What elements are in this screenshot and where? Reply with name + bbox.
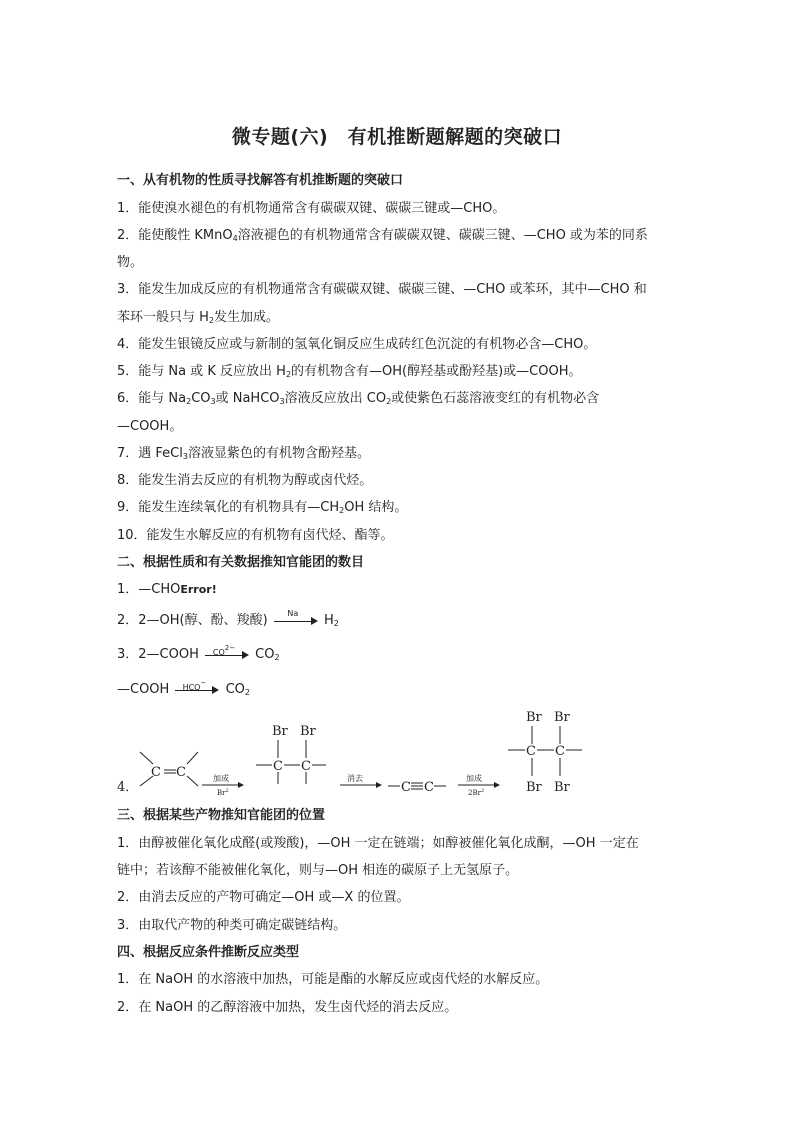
s1-line-2a: 2．能使酸性 KMnO$_4$溶液褪色的有机物通常含有碳碳双键、碳碳三键、—CHO 或为苯的同系 [117,228,648,243]
s1-line-10: 10．能发生水解反应的有机物有卤代烃、酯等。 [117,528,394,543]
svg-text:C: C [424,780,434,795]
svg-text:Br: Br [554,710,570,725]
page-title: 微专题(六) 有机推断题解题的突破口 [231,126,563,148]
svg-text:Br: Br [272,724,288,739]
s1-line-1: 1．能使溴水褪色的有机物通常含有碳碳双键、碳碳三键或—CHO。 [117,201,506,216]
s1-line-6b: —COOH。 [117,419,183,434]
svg-text:C: C [151,765,161,780]
svg-text:C: C [401,780,411,795]
svg-text:Br2: Br$^2$ [217,788,229,797]
s1-line-5: 5．能与 Na 或 K 反应放出 $H_2$的有机物含有—OH(醇羟基或酚羟基)或—COOH。 [117,364,582,379]
s3-line-1a: 1．由醇被催化氧化成醛(或羧酸)，—OH 一定在链端；如醇被催化氧化成酮，—OH 一定在 [117,836,639,851]
s4-line-2: 2．在 NaOH 的乙醇溶液中加热，发生卤代烃的消去反应。 [117,1000,458,1015]
svg-text:加成: 加成 [466,774,482,783]
reaction-arrow: Na [274,614,318,628]
s1-line-2b: 物。 [117,255,144,270]
s1-line-4: 4．能发生银镜反应或与新制的氢氧化铜反应生成砖红色沉淀的有机物必含—CHO。 [117,337,597,352]
section-heading-1: 一、从有机物的性质寻找解答有机推断题的突破口 [117,173,404,188]
reaction-arrow: CO2− [205,648,249,662]
s3-line-1b: 链中；若该醇不能被催化氧化，则与—OH 相连的碳原子上无氢原子。 [117,863,519,878]
svg-text:Br: Br [300,724,316,739]
error-text: Error! [180,583,217,596]
svg-text:2Br2: 2Br$^2$ [468,788,485,797]
s1-line-3b: 苯环一般只与 $H_2$发生加成。 [117,310,280,325]
svg-text:Br: Br [526,710,542,725]
s3-line-3: 3．由取代产物的种类可确定碳链结构。 [117,918,347,933]
s1-line-3a: 3．能发生加成反应的有机物通常含有碳碳双键、碳碳三键、—CHO 或苯环，其中—CHO 和 [117,282,647,297]
section-heading-2: 二、根据性质和有关数据推知官能团的数目 [117,555,365,570]
reaction-scheme [110,700,610,805]
svg-text:C: C [176,765,186,780]
svg-text:消去: 消去 [347,774,363,783]
svg-text:加成: 加成 [213,774,229,783]
svg-text:C: C [273,759,283,774]
svg-text:Br: Br [554,780,570,795]
section-heading-4: 四、根据反应条件推断反应类型 [117,945,300,960]
svg-text:C: C [555,744,565,759]
s1-line-7: 7．遇 FeCl$_3$溶液显紫色的有机物含酚羟基。 [117,446,370,461]
s2-line-3: 3．2—COOH CO2− $CO_2$ [117,643,280,662]
s3-line-2: 2．由消去反应的产物可确定—OH 或—X 的位置。 [117,890,410,905]
svg-text:C: C [301,759,311,774]
reaction-arrow: HCO− [175,683,219,697]
s2-line-4: —COOH HCO− $CO_2$ [117,678,251,697]
s2-line-2: 2．2—OH(醇、酚、羧酸) Na $H_2$ [117,608,339,628]
svg-text:C: C [526,744,536,759]
s1-line-8: 8．能发生消去反应的有机物为醇或卤代烃。 [117,473,373,488]
scheme-number: 4． [117,780,139,795]
svg-text:Br: Br [526,780,542,795]
s2-line-1: 1．—CHOError! [117,582,217,597]
s4-line-1: 1．在 NaOH 的水溶液中加热，可能是酯的水解反应或卤代烃的水解反应。 [117,972,549,987]
s1-line-9: 9．能发生连续氧化的有机物具有$—CH_2OH$ 结构。 [117,500,408,515]
section-heading-3: 三、根据某些产物推知官能团的位置 [117,808,326,823]
s1-line-6a: 6．能与 $Na_2CO_3$或 NaHCO$_3$溶液反应放出 $CO_2$或使紫色石蕊溶液变红的有机物必含 [117,391,600,406]
